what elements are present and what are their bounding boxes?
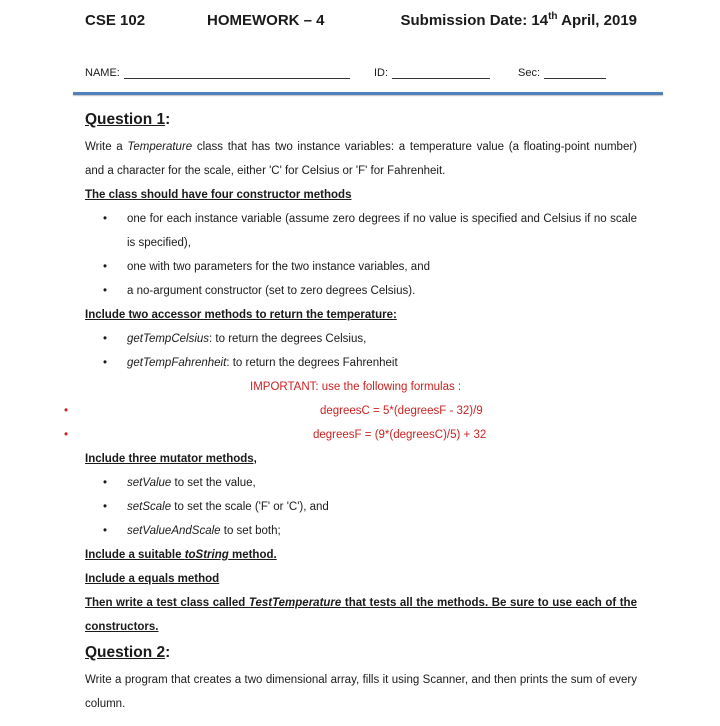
test-class-instruction [85,591,637,639]
date-prefix: Submission Date: 14 [400,12,549,29]
question-2-text: Write a program that creates a two dimensional array, fills it using Scanner, and then prints the sum of every column. [85,674,637,710]
constructor-heading: The class should have four constructor methods [85,189,352,201]
intro-class-name: Temperature [127,141,193,153]
method-desc: : to return the degrees Fahrenheit [226,357,398,369]
tostring-text-a: Include a suitable [85,549,185,561]
list-item [85,519,637,543]
method-desc: to set the value, [171,477,256,489]
formula-text: degreesF = (9*(degreesC)/5) + 32 [313,429,487,441]
formula-text: degreesC = 5*(degreesF - 32)/9 [320,405,483,417]
name-label: NAME: [85,67,120,79]
list-item [85,327,637,351]
formula-list [85,399,637,447]
intro-text-b: class that has two instance variables: a temperature value (a floating-point number) and a character for the scale, either 'C' for Celsius or 'F' for Fahrenheit. [85,141,637,177]
date-ordinal: th [548,11,558,22]
question-2-title: Question 2 [85,644,166,661]
method-name: getTempCelsius [127,333,210,345]
id-blank[interactable] [392,68,490,79]
test-text-b: that tests all the methods. Be sure to use each of the constructors. [85,597,637,633]
formula-item [85,399,637,423]
question-1-title: Question 1 [85,111,166,128]
method-name: getTempFahrenheit [127,357,227,369]
sec-field [518,67,606,79]
question-1-intro [85,135,637,183]
list-item: • one with two parameters for the two instance variables, and [85,255,637,279]
tostring-heading [85,543,637,567]
method-name: setValue [127,477,172,489]
question-2-colon: : [165,644,171,661]
list-item: • one for each instance variable (assume zero degrees if no value is specified and Celsius if no scale is specified), [85,207,637,255]
test-text-a: Then write a test class called [85,597,249,609]
list-item [85,495,637,519]
tostring-text-b: method. [228,549,277,561]
formula-item [85,423,637,447]
list-item [85,351,637,375]
important-note: IMPORTANT: use the following formulas : [250,381,462,393]
student-info-row [85,67,637,83]
course-code: CSE 102 [85,12,146,29]
date-suffix: April, 2019 [557,12,637,29]
list-item [85,471,637,495]
constructor-list [85,207,637,303]
method-desc: : to return the degrees Celsius, [209,333,367,345]
mutator-list [85,471,637,543]
name-field [85,67,350,79]
tostring-method-name: toString [184,549,229,561]
id-label: ID: [374,67,389,79]
sec-blank[interactable] [544,68,606,79]
method-name: setScale [127,501,172,513]
homework-title: HOMEWORK – 4 [207,12,325,29]
document-body [85,108,637,716]
id-field [374,67,490,79]
page-header [85,12,637,34]
submission-date [401,12,637,29]
method-desc: to set the scale ('F' or 'C'), and [171,501,329,513]
question-1-heading [85,108,637,132]
equals-heading: Include a equals method [85,573,220,585]
sec-label: Sec: [518,67,541,79]
method-desc: to set both; [220,525,281,537]
header-divider [73,92,663,95]
method-name: setValueAndScale [127,525,221,537]
mutator-heading: Include three mutator methods, [85,453,257,465]
name-blank[interactable] [124,68,350,79]
intro-text-a: Write a [85,141,128,153]
list-item: • a no-argument constructor (set to zero degrees Celsius). [85,279,637,303]
question-1-colon: : [165,111,171,128]
accessor-list [85,327,637,375]
accessor-heading: Include two accessor methods to return the temperature: [85,309,397,321]
question-2-heading [85,641,637,665]
test-class-name: TestTemperature [248,597,342,609]
